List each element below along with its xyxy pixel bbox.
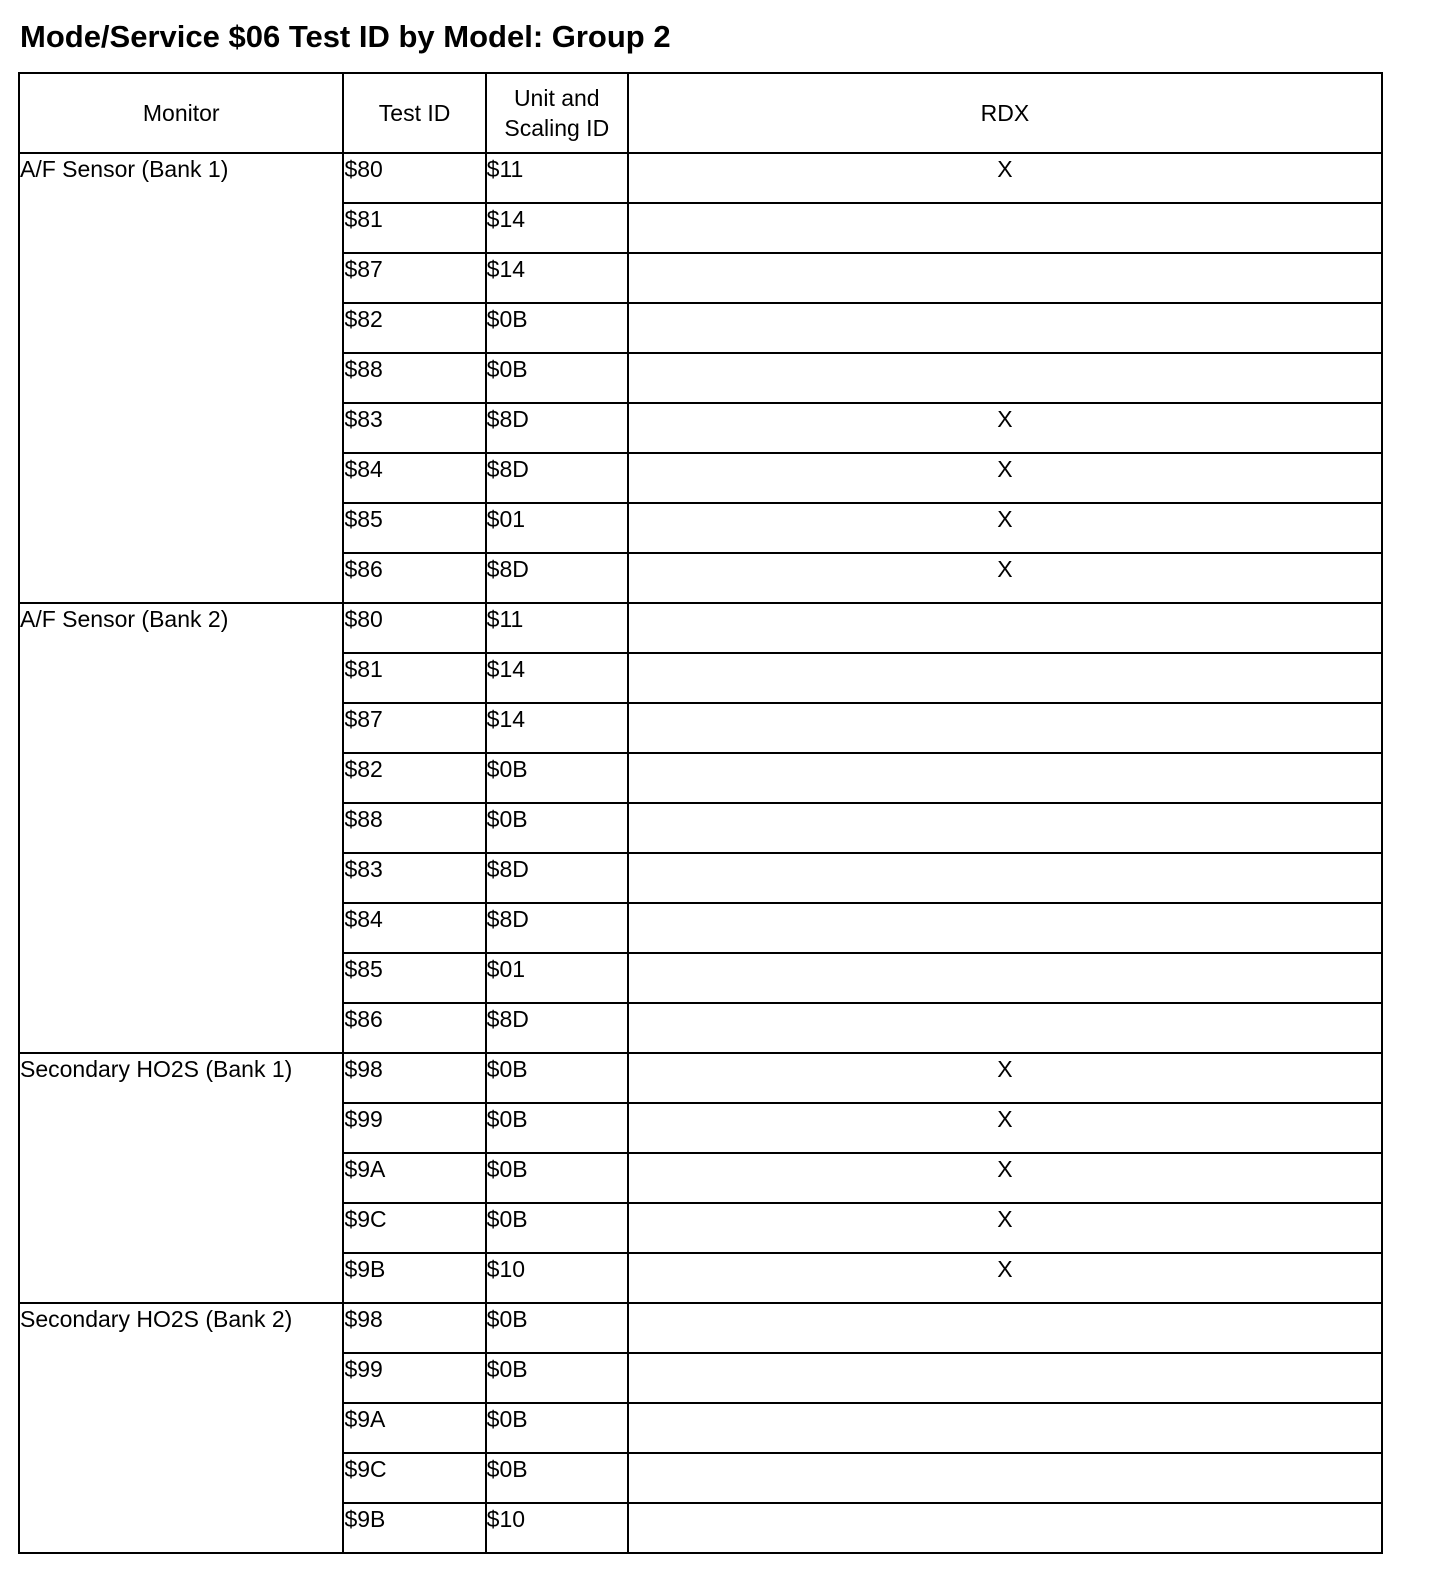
test-id-cell: $81: [343, 203, 485, 253]
unit-scaling-id-cell: $8D: [486, 853, 628, 903]
unit-scaling-id-cell: $11: [486, 603, 628, 653]
rdx-cell: [628, 1353, 1382, 1403]
rdx-cell: [628, 953, 1382, 1003]
unit-scaling-id-cell: $0B: [486, 1203, 628, 1253]
header-test-id: Test ID: [343, 73, 485, 153]
unit-scaling-id-cell: $8D: [486, 1003, 628, 1053]
unit-scaling-id-cell: $01: [486, 953, 628, 1003]
test-id-cell: $98: [343, 1303, 485, 1353]
table-body: [19, 153, 1382, 1553]
header-unit-line1: Unit and: [513, 85, 600, 111]
page-title: Mode/Service $06 Test ID by Model: Group 2: [20, 19, 671, 54]
test-id-cell: $80: [343, 153, 485, 203]
test-id-cell: $98: [343, 1053, 485, 1103]
unit-scaling-id-cell: $10: [486, 1503, 628, 1553]
test-id-cell: $9B: [343, 1503, 485, 1553]
rdx-cell: X: [628, 553, 1382, 603]
test-id-cell: $88: [343, 803, 485, 853]
test-id-cell: $88: [343, 353, 485, 403]
rdx-cell: [628, 603, 1382, 653]
test-id-cell: $9C: [343, 1453, 485, 1503]
rdx-cell: [628, 303, 1382, 353]
unit-scaling-id-cell: $11: [486, 153, 628, 203]
test-id-cell: $87: [343, 703, 485, 753]
rdx-cell: [628, 1403, 1382, 1453]
unit-scaling-id-cell: $10: [486, 1253, 628, 1303]
unit-scaling-id-cell: $14: [486, 703, 628, 753]
rdx-cell: [628, 203, 1382, 253]
unit-scaling-id-cell: $8D: [486, 403, 628, 453]
test-id-cell: $82: [343, 753, 485, 803]
rdx-cell: X: [628, 1153, 1382, 1203]
rdx-cell: X: [628, 453, 1382, 503]
test-id-cell: $85: [343, 503, 485, 553]
unit-scaling-id-cell: $0B: [486, 1453, 628, 1503]
monitor-cell: A/F Sensor (Bank 2): [19, 603, 343, 1053]
test-id-cell: $9A: [343, 1403, 485, 1453]
unit-scaling-id-cell: $0B: [486, 1403, 628, 1453]
test-id-cell: $9A: [343, 1153, 485, 1203]
monitor-cell: Secondary HO2S (Bank 1): [19, 1053, 343, 1303]
test-id-cell: $84: [343, 453, 485, 503]
test-id-cell: $9C: [343, 1203, 485, 1253]
test-id-cell: $86: [343, 553, 485, 603]
unit-scaling-id-cell: $0B: [486, 303, 628, 353]
table-row: [19, 1303, 1382, 1353]
rdx-cell: [628, 653, 1382, 703]
header-monitor: Monitor: [19, 73, 343, 153]
unit-scaling-id-cell: $14: [486, 203, 628, 253]
unit-scaling-id-cell: $0B: [486, 1153, 628, 1203]
test-id-cell: $82: [343, 303, 485, 353]
test-id-cell: $81: [343, 653, 485, 703]
unit-scaling-id-cell: $0B: [486, 1053, 628, 1103]
rdx-cell: [628, 1003, 1382, 1053]
header-unit-scaling-id: [486, 73, 628, 153]
rdx-cell: X: [628, 503, 1382, 553]
rdx-cell: [628, 253, 1382, 303]
header-unit-line2: Scaling ID: [504, 115, 610, 141]
test-id-cell: $9B: [343, 1253, 485, 1303]
unit-scaling-id-cell: $01: [486, 503, 628, 553]
unit-scaling-id-cell: $0B: [486, 803, 628, 853]
header-row: [19, 73, 1382, 153]
test-id-cell: $87: [343, 253, 485, 303]
table-row: [19, 153, 1382, 203]
rdx-cell: X: [628, 153, 1382, 203]
unit-scaling-id-cell: $0B: [486, 1353, 628, 1403]
rdx-cell: [628, 803, 1382, 853]
rdx-cell: [628, 853, 1382, 903]
monitor-cell: A/F Sensor (Bank 1): [19, 153, 343, 603]
test-id-cell: $99: [343, 1103, 485, 1153]
unit-scaling-id-cell: $0B: [486, 1103, 628, 1153]
rdx-cell: X: [628, 1053, 1382, 1103]
test-id-cell: $85: [343, 953, 485, 1003]
test-id-cell: $86: [343, 1003, 485, 1053]
unit-scaling-id-cell: $8D: [486, 553, 628, 603]
rdx-cell: X: [628, 1103, 1382, 1153]
unit-scaling-id-cell: $8D: [486, 903, 628, 953]
rdx-cell: X: [628, 403, 1382, 453]
unit-scaling-id-cell: $0B: [486, 753, 628, 803]
unit-scaling-id-cell: $14: [486, 653, 628, 703]
rdx-cell: [628, 1303, 1382, 1353]
test-id-cell: $80: [343, 603, 485, 653]
unit-scaling-id-cell: $8D: [486, 453, 628, 503]
table-row: [19, 1053, 1382, 1103]
unit-scaling-id-cell: $0B: [486, 353, 628, 403]
table-row: [19, 603, 1382, 653]
test-id-table: [18, 72, 1383, 1554]
test-id-cell: $83: [343, 853, 485, 903]
monitor-cell: Secondary HO2S (Bank 2): [19, 1303, 343, 1553]
test-id-cell: $83: [343, 403, 485, 453]
rdx-cell: [628, 903, 1382, 953]
rdx-cell: [628, 703, 1382, 753]
rdx-cell: [628, 353, 1382, 403]
test-id-cell: $84: [343, 903, 485, 953]
header-rdx: RDX: [628, 73, 1382, 153]
rdx-cell: [628, 1453, 1382, 1503]
rdx-cell: [628, 1503, 1382, 1553]
test-id-cell: $99: [343, 1353, 485, 1403]
rdx-cell: [628, 753, 1382, 803]
unit-scaling-id-cell: $14: [486, 253, 628, 303]
unit-scaling-id-cell: $0B: [486, 1303, 628, 1353]
rdx-cell: X: [628, 1253, 1382, 1303]
rdx-cell: X: [628, 1203, 1382, 1253]
